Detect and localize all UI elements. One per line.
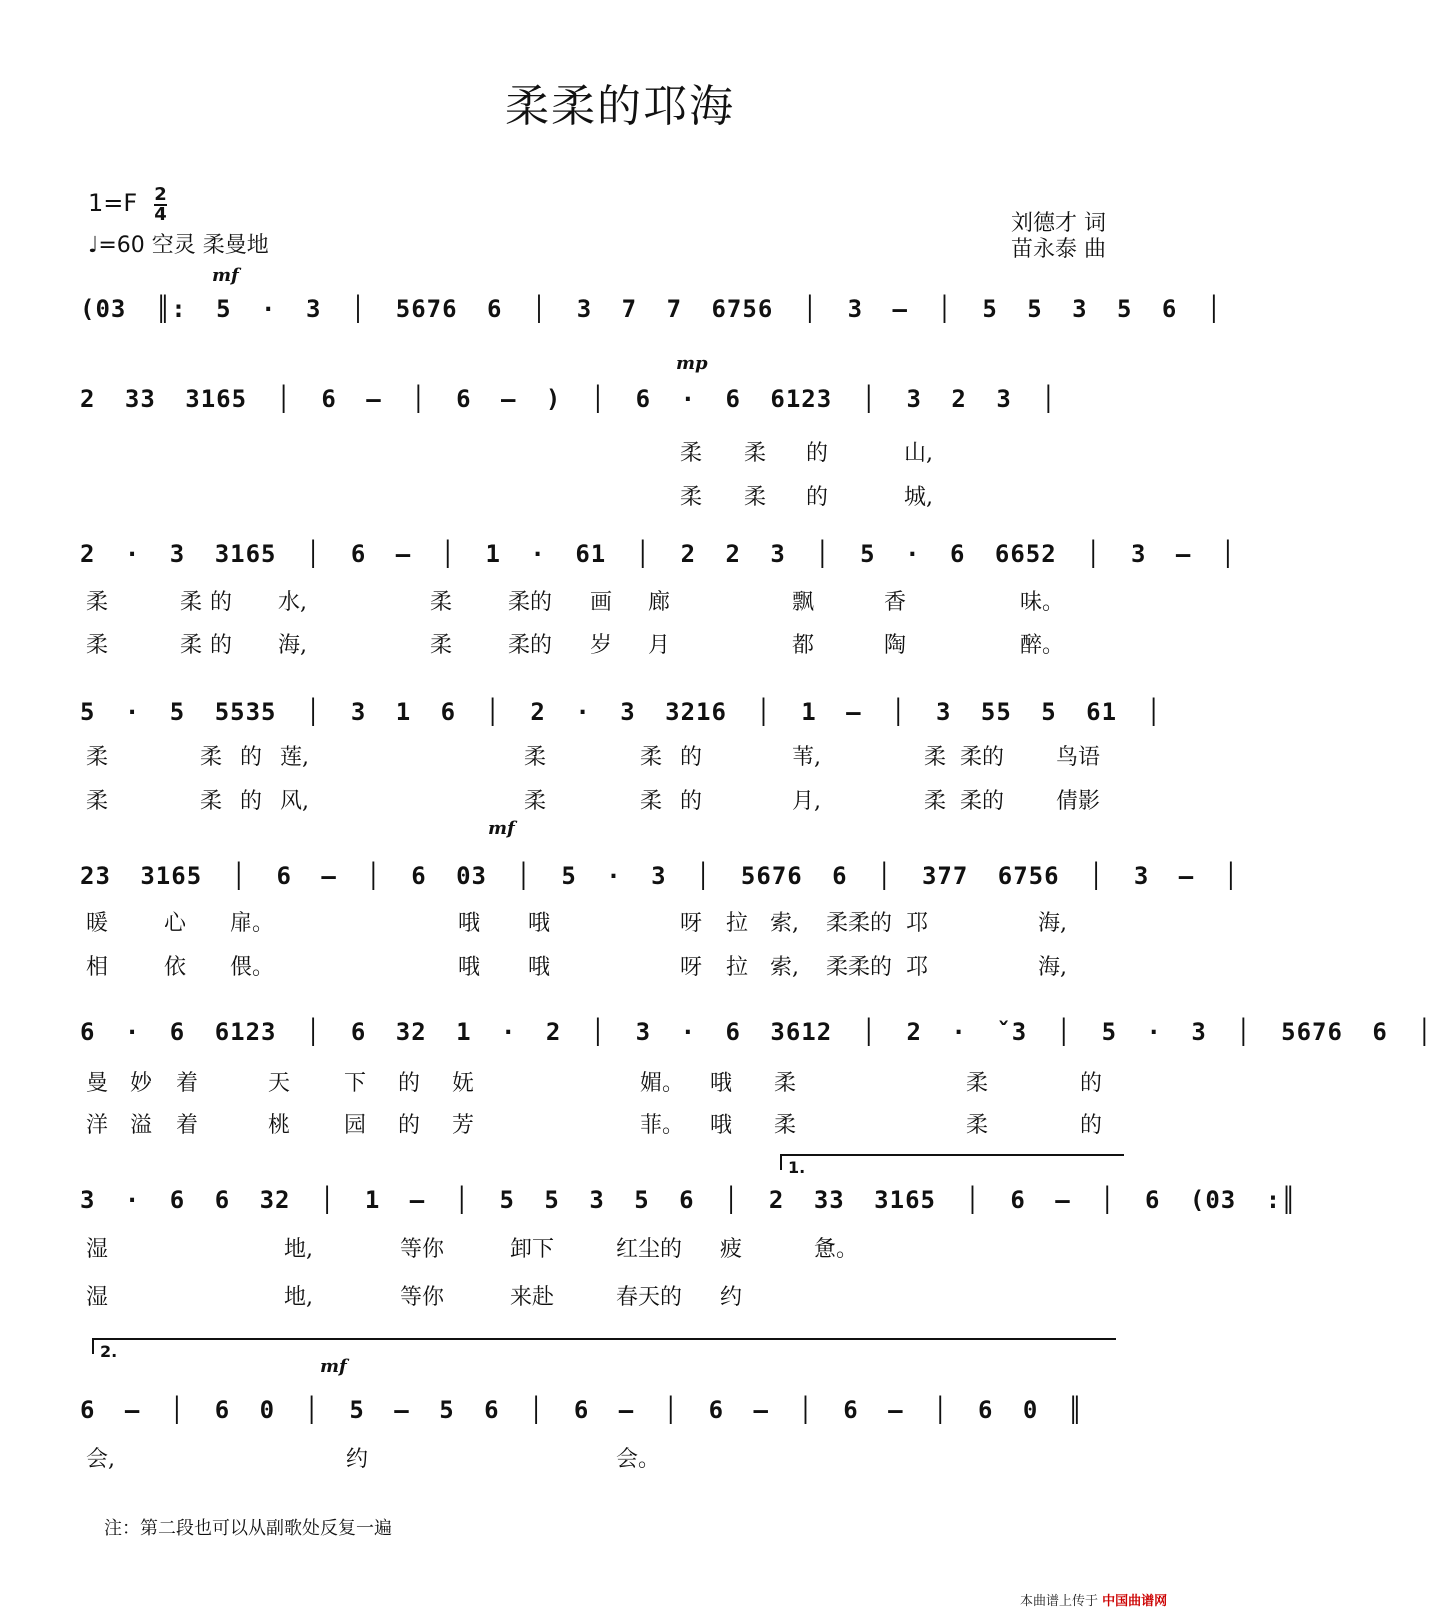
lyric-syllable: 柔的 bbox=[960, 789, 1005, 814]
lyric-syllable: 暖 bbox=[86, 911, 109, 936]
lyric-syllable: 曼 bbox=[86, 1071, 109, 1096]
lyric-syllable: 柔 bbox=[924, 745, 947, 770]
lyric-syllable: 柔 bbox=[640, 745, 663, 770]
lyric-row-verse2 bbox=[80, 628, 1160, 658]
lyric-syllable: 柔 bbox=[774, 1071, 797, 1096]
lyric-syllable: 鸟语 bbox=[1056, 745, 1101, 770]
lyric-syllable: 柔柔的 bbox=[826, 911, 893, 936]
lyric-syllable: 哦 bbox=[528, 911, 551, 936]
lyric-syllable: 相 bbox=[86, 955, 109, 980]
lyric-syllable: 偎。 bbox=[230, 955, 275, 980]
lyric-syllable: 柔 bbox=[680, 485, 703, 510]
lyric-syllable: 柔 bbox=[86, 633, 109, 658]
lyric-row-verse1 bbox=[80, 1442, 1160, 1472]
lyric-syllable: 园 bbox=[344, 1113, 367, 1138]
lyric-syllable: 春天的 bbox=[616, 1285, 683, 1310]
lyric-syllable: 天 bbox=[268, 1071, 291, 1096]
lyric-syllable: 城, bbox=[904, 485, 933, 510]
lyric-syllable: 溢 bbox=[130, 1113, 153, 1138]
lyric-syllable: 山, bbox=[904, 441, 933, 466]
lyric-syllable: 索, bbox=[770, 911, 799, 936]
lyric-syllable: 哦 bbox=[710, 1113, 733, 1138]
lyric-syllable: 柔 bbox=[86, 745, 109, 770]
lyric-syllable: 的 bbox=[806, 441, 829, 466]
dynamic-mark: mp bbox=[676, 353, 708, 374]
lyric-syllable: 下 bbox=[344, 1071, 367, 1096]
notes-line: (03 ║: 5 · 3 │ 5676 6 │ 3 7 7 6756 │ 3 — │ 5 5 3 5 6 │ bbox=[80, 295, 1223, 323]
lyric-syllable: 柔 bbox=[680, 441, 703, 466]
lyric-syllable: 廊 bbox=[648, 590, 671, 615]
lyric-syllable: 的 bbox=[680, 745, 703, 770]
lyricist-credit: 刘德才 词 bbox=[1011, 211, 1106, 236]
staff-line-6 bbox=[80, 1008, 1433, 1068]
staff-line-2 bbox=[80, 353, 1160, 435]
lyric-syllable: 着 bbox=[176, 1071, 199, 1096]
lyric-row-verse2 bbox=[80, 784, 1160, 814]
notes-line: 6 · 6 6123 │ 6 32 1 · 2 │ 3 · 6 3612 │ 2 · ˇ3 │ 5 · 3 │ 5676 6 │ bbox=[80, 1018, 1433, 1046]
lyric-row-verse2 bbox=[80, 950, 1160, 980]
lyric-syllable: 拉 bbox=[726, 911, 749, 936]
lyric-syllable: 疲 bbox=[720, 1237, 743, 1262]
lyric-syllable: 妩 bbox=[452, 1071, 475, 1096]
lyric-syllable: 惫。 bbox=[814, 1237, 859, 1262]
lyric-syllable: 的 bbox=[210, 590, 233, 615]
lyric-syllable: 的 bbox=[240, 745, 263, 770]
lyric-syllable: 飘 bbox=[792, 590, 815, 615]
lyric-syllable: 洋 bbox=[86, 1113, 109, 1138]
lyric-syllable: 柔 bbox=[640, 789, 663, 814]
lyric-syllable: 邛 bbox=[906, 911, 929, 936]
composer-credit: 苗永泰 曲 bbox=[1011, 237, 1106, 262]
lyric-syllable: 的 bbox=[806, 485, 829, 510]
lyric-syllable: 着 bbox=[176, 1113, 199, 1138]
lyric-syllable: 柔 bbox=[924, 789, 947, 814]
lyric-syllable: 的 bbox=[240, 789, 263, 814]
lyric-syllable: 的 bbox=[398, 1071, 421, 1096]
lyric-syllable: 风, bbox=[280, 789, 309, 814]
time-bottom: 4 bbox=[154, 204, 167, 225]
lyric-syllable: 呀 bbox=[680, 955, 703, 980]
dynamic-mark: mf bbox=[320, 1356, 347, 1377]
volta-bracket-2: 2. bbox=[92, 1338, 1116, 1354]
lyric-syllable: 倩影 bbox=[1056, 789, 1101, 814]
lyric-syllable: 柔 bbox=[200, 745, 223, 770]
staff-line-1 bbox=[80, 265, 1223, 345]
lyric-syllable: 呀 bbox=[680, 911, 703, 936]
source-label: 本曲谱上传于 bbox=[1020, 1594, 1099, 1609]
lyric-syllable: 等你 bbox=[400, 1285, 445, 1310]
lyric-syllable: 醉。 bbox=[1020, 633, 1065, 658]
lyric-row-verse1 bbox=[80, 436, 1160, 466]
lyric-syllable: 约 bbox=[720, 1285, 743, 1310]
lyric-syllable: 都 bbox=[792, 633, 815, 658]
lyric-syllable: 海, bbox=[1038, 911, 1067, 936]
lyric-syllable: 菲。 bbox=[640, 1113, 685, 1138]
lyric-syllable: 会, bbox=[86, 1447, 115, 1472]
lyric-syllable: 媚。 bbox=[640, 1071, 685, 1096]
lyric-syllable: 红尘的 bbox=[616, 1237, 683, 1262]
notes-line: 2 · 3 3165 │ 6 — │ 1 · 61 │ 2 2 3 │ 5 · 6 6652 │ 3 — │ bbox=[80, 540, 1237, 568]
source-credit bbox=[1020, 1590, 1167, 1609]
time-top: 2 bbox=[154, 184, 167, 205]
lyric-syllable: 哦 bbox=[458, 955, 481, 980]
lyric-row-verse1 bbox=[80, 585, 1160, 615]
lyric-syllable: 柔 bbox=[200, 789, 223, 814]
notes-line: 23 3165 │ 6 — │ 6 03 │ 5 · 3 │ 5676 6 │ 377 6756 │ 3 — │ bbox=[80, 862, 1240, 890]
lyric-syllable: 柔 bbox=[966, 1113, 989, 1138]
lyric-row-verse2 bbox=[80, 1280, 1160, 1310]
lyric-syllable: 妙 bbox=[130, 1071, 153, 1096]
lyric-syllable: 约 bbox=[346, 1447, 369, 1472]
staff-line-3 bbox=[80, 530, 1237, 590]
lyric-syllable: 湿 bbox=[86, 1237, 109, 1262]
lyric-syllable: 的 bbox=[680, 789, 703, 814]
lyric-syllable: 莲, bbox=[280, 745, 309, 770]
lyric-syllable: 邛 bbox=[906, 955, 929, 980]
lyric-syllable: 地, bbox=[284, 1285, 313, 1310]
key-label: 1=F bbox=[88, 189, 138, 217]
lyric-syllable: 月, bbox=[792, 789, 821, 814]
lyric-syllable: 苇, bbox=[792, 745, 821, 770]
lyric-syllable: 柔 bbox=[86, 789, 109, 814]
lyric-syllable: 画 bbox=[590, 590, 613, 615]
tempo-marking: ♩=60 空灵 柔曼地 bbox=[88, 233, 269, 258]
lyric-syllable: 芳 bbox=[452, 1113, 475, 1138]
lyric-syllable: 柔 bbox=[744, 485, 767, 510]
staff-line-4 bbox=[80, 688, 1160, 748]
lyric-syllable: 柔 bbox=[744, 441, 767, 466]
notes-line: 2 33 3165 │ 6 — │ 6 — ) │ 6 · 6 6123 │ 3 2 3 │ bbox=[80, 385, 1057, 413]
lyric-syllable: 海, bbox=[1038, 955, 1067, 980]
notes-line: 3 · 6 6 32 │ 1 — │ 5 5 3 5 6 │ 2 33 3165 │ 6 — │ 6 (03 :║ bbox=[80, 1186, 1297, 1214]
lyric-syllable: 柔 bbox=[180, 633, 203, 658]
lyric-syllable: 海, bbox=[278, 633, 307, 658]
lyric-syllable: 的 bbox=[210, 633, 233, 658]
lyric-syllable: 柔 bbox=[430, 590, 453, 615]
lyric-syllable: 柔 bbox=[86, 590, 109, 615]
lyric-syllable: 柔的 bbox=[508, 633, 553, 658]
lyric-syllable: 湿 bbox=[86, 1285, 109, 1310]
page-title: 柔柔的邛海 bbox=[505, 81, 735, 132]
lyric-syllable: 会。 bbox=[616, 1447, 661, 1472]
lyric-syllable: 哦 bbox=[458, 911, 481, 936]
footnote: 注：第二段也可以从副歌处反复一遍 bbox=[104, 1518, 392, 1539]
lyric-row-verse1 bbox=[80, 906, 1160, 936]
time-signature bbox=[154, 186, 167, 224]
lyric-syllable: 柔 bbox=[180, 590, 203, 615]
lyric-syllable: 扉。 bbox=[230, 911, 275, 936]
lyric-syllable: 等你 bbox=[400, 1237, 445, 1262]
lyric-syllable: 月 bbox=[648, 633, 671, 658]
staff-line-7 bbox=[80, 1158, 1297, 1236]
lyric-syllable: 柔的 bbox=[508, 590, 553, 615]
lyric-syllable: 水, bbox=[278, 590, 307, 615]
lyric-syllable: 心 bbox=[164, 911, 187, 936]
lyric-syllable: 来赴 bbox=[510, 1285, 555, 1310]
source-site-logo[interactable]: 中国曲谱网 bbox=[1102, 1594, 1168, 1609]
lyric-syllable: 陶 bbox=[884, 633, 907, 658]
dynamic-mark: mf bbox=[488, 818, 515, 839]
lyric-syllable: 的 bbox=[1080, 1071, 1103, 1096]
dynamic-mark: mf bbox=[212, 265, 239, 286]
lyric-syllable: 哦 bbox=[710, 1071, 733, 1096]
lyric-syllable: 岁 bbox=[590, 633, 613, 658]
lyric-syllable: 柔柔的 bbox=[826, 955, 893, 980]
lyric-syllable: 地, bbox=[284, 1237, 313, 1262]
lyric-syllable: 香 bbox=[884, 590, 907, 615]
lyric-syllable: 柔 bbox=[966, 1071, 989, 1096]
notes-line: 6 — │ 6 0 │ 5 — 5 6 │ 6 — │ 6 — │ 6 — │ 6 0 ║ bbox=[80, 1396, 1084, 1424]
lyric-syllable: 哦 bbox=[528, 955, 551, 980]
notes-line: 5 · 5 5535 │ 3 1 6 │ 2 · 3 3216 │ 1 — │ 3 55 5 61 │ bbox=[80, 698, 1162, 726]
lyric-row-verse2 bbox=[80, 1108, 1160, 1138]
lyric-row-verse1 bbox=[80, 740, 1160, 770]
lyric-row-verse1 bbox=[80, 1232, 1160, 1262]
lyric-syllable: 味。 bbox=[1020, 590, 1065, 615]
lyric-syllable: 的 bbox=[1080, 1113, 1103, 1138]
lyric-syllable: 桃 bbox=[268, 1113, 291, 1138]
staff-line-8 bbox=[80, 1342, 1160, 1446]
lyric-row-verse1 bbox=[80, 1066, 1160, 1096]
lyric-syllable: 柔 bbox=[524, 745, 547, 770]
lyric-syllable: 索, bbox=[770, 955, 799, 980]
lyric-syllable: 拉 bbox=[726, 955, 749, 980]
lyric-row-verse2 bbox=[80, 480, 1160, 510]
lyric-syllable: 柔 bbox=[524, 789, 547, 814]
lyric-syllable: 柔的 bbox=[960, 745, 1005, 770]
lyric-syllable: 的 bbox=[398, 1113, 421, 1138]
staff-line-5 bbox=[80, 818, 1240, 912]
key-signature bbox=[88, 186, 167, 224]
lyric-syllable: 卸下 bbox=[510, 1237, 555, 1262]
volta-bracket-1: 1. bbox=[780, 1154, 1124, 1170]
lyric-syllable: 柔 bbox=[774, 1113, 797, 1138]
lyric-syllable: 柔 bbox=[430, 633, 453, 658]
lyric-syllable: 依 bbox=[164, 955, 187, 980]
